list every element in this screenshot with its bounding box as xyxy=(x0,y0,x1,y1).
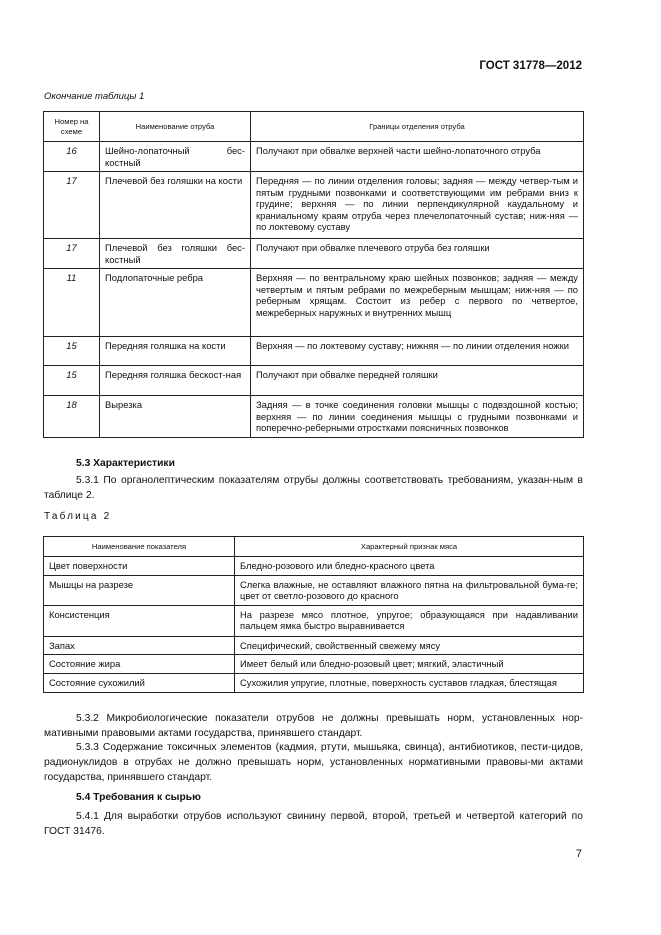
table1-cell-border: Задняя — в точке соединения головки мышцы с подвздошной костью; верхняя — по линии соединения мышцы с грудными позвонками и поперечно-реберными отростками поясничных позвонков xyxy=(251,396,584,438)
table1 xyxy=(43,111,584,438)
table1-cell-name: Плечевой без голяшки на кости xyxy=(100,172,251,239)
paragraph-5-3-1: 5.3.1 По органолептическим показателям отрубы должны соответствовать требованиям, указан-ным в таблице 2. xyxy=(44,475,583,502)
table1-cell-number: 15 xyxy=(44,366,100,396)
paragraph-5-3-3: 5.3.3 Содержание токсичных элементов (кадмия, ртути, мышьяка, свинца), антибиотиков, пести-цидов, радионуклидов в отрубах не должно превышать норм, установленных нормативными правовы-ми актами государства, принявшего стандарт. xyxy=(44,742,583,784)
table1-cell-border: Передняя — по линии отделения головы; задняя — между четвер-тым и пятым грудными позвонками и соответствующими им ребрами вниз к грудине; верхняя — по линии перпендикулярной каудальному и краниальному краям отруба через плечелопаточный сустав; ниж-няя — по локтевому суставу xyxy=(251,172,584,239)
standard-number: ГОСТ 31778—2012 xyxy=(479,60,582,72)
table2-cell-value: Бледно-розового или бледно-красного цвета xyxy=(235,557,584,576)
table-row xyxy=(44,366,584,396)
table2 xyxy=(43,536,584,693)
table-row xyxy=(44,575,584,605)
table1-cell-number: 18 xyxy=(44,396,100,438)
table1-cell-border: Получают при обвалке верхней части шейно-лопаточного отруба xyxy=(251,142,584,172)
table-row xyxy=(44,557,584,576)
table-row xyxy=(44,172,584,239)
table1-cell-border: Получают при обвалке плечевого отруба без голяшки xyxy=(251,239,584,269)
table1-caption: Окончание таблицы 1 xyxy=(44,91,145,102)
table-row xyxy=(44,142,584,172)
table-row xyxy=(44,636,584,655)
page-number: 7 xyxy=(575,848,582,860)
table1-cell-number: 16 xyxy=(44,142,100,172)
table-row xyxy=(44,239,584,269)
table-row xyxy=(44,396,584,438)
table1-cell-number: 15 xyxy=(44,337,100,366)
table1-cell-border: Получают при обвалке передней голяшки xyxy=(251,366,584,396)
table1-cell-name: Шейно-лопаточный бес-костный xyxy=(100,142,251,172)
table1-header-border: Границы отделения отруба xyxy=(251,112,584,142)
table-row xyxy=(44,655,584,674)
section-5-3-title: 5.3 Характеристики xyxy=(76,458,175,469)
table-row xyxy=(44,605,584,636)
paragraph-5-4-1: 5.4.1 Для выработки отрубов используют свинину первой, второй, третьей и четвертой категорий по ГОСТ 31476. xyxy=(44,811,583,838)
table2-cell-name: Мышцы на разрезе xyxy=(44,575,235,605)
table2-cell-value: Специфический, свойственный свежему мясу xyxy=(235,636,584,655)
table-row xyxy=(44,337,584,366)
table1-cell-number: 11 xyxy=(44,269,100,337)
table2-cell-name: Запах xyxy=(44,636,235,655)
table2-cell-name: Цвет поверхности xyxy=(44,557,235,576)
table2-cell-value: Имеет белый или бледно-розовый цвет; мягкий, эластичный xyxy=(235,655,584,674)
table1-cell-number: 17 xyxy=(44,239,100,269)
table1-cell-name: Вырезка xyxy=(100,396,251,438)
table1-header-number: Номер на схеме xyxy=(44,112,100,142)
table2-cell-value: Сухожилия упругие, плотные, поверхность суставов гладкая, блестящая xyxy=(235,674,584,693)
table1-cell-name: Плечевой без голяшки бес-костный xyxy=(100,239,251,269)
table2-cell-value: На разрезе мясо плотное, упругое; образующаяся при надавливании пальцем ямка быстро выравнивается xyxy=(235,605,584,636)
table1-cell-name: Передняя голяшка на кости xyxy=(100,337,251,366)
paragraph-5-3-2: 5.3.2 Микробиологические показатели отрубов не должны превышать норм, установленных нор-мативными правовыми актами государства, принявшего стандарт. xyxy=(44,713,583,740)
table1-cell-border: Верхняя — по локтевому суставу; нижняя — по линии отделения ножки xyxy=(251,337,584,366)
table2-cell-value: Слегка влажные, не оставляют влажного пятна на фильтровальной бума-ге; цвет от светло-розового до красного xyxy=(235,575,584,605)
table2-cell-name: Состояние сухожилий xyxy=(44,674,235,693)
table2-header-characteristic: Характерный признак мяса xyxy=(235,537,584,557)
table2-cell-name: Состояние жира xyxy=(44,655,235,674)
table1-cell-border: Верхняя — по вентральному краю шейных позвонков; задняя — между четвертым и пятым ребрами по межреберным мышцам; ниж-няя — по реберным хрящам. Состоит из ребер с первого по четвертое, межреберных наружных и внутренних мышц xyxy=(251,269,584,337)
table2-cell-name: Консистенция xyxy=(44,605,235,636)
table2-caption: Таблица 2 xyxy=(44,511,112,522)
table1-cell-name: Подлопаточные ребра xyxy=(100,269,251,337)
table2-header-indicator: Наименование показателя xyxy=(44,537,235,557)
table1-cell-name: Передняя голяшка бескост-ная xyxy=(100,366,251,396)
table-row xyxy=(44,269,584,337)
table-row xyxy=(44,674,584,693)
section-5-4-title: 5.4 Требования к сырью xyxy=(76,792,201,803)
table1-cell-number: 17 xyxy=(44,172,100,239)
table1-header-name: Наименование отруба xyxy=(100,112,251,142)
